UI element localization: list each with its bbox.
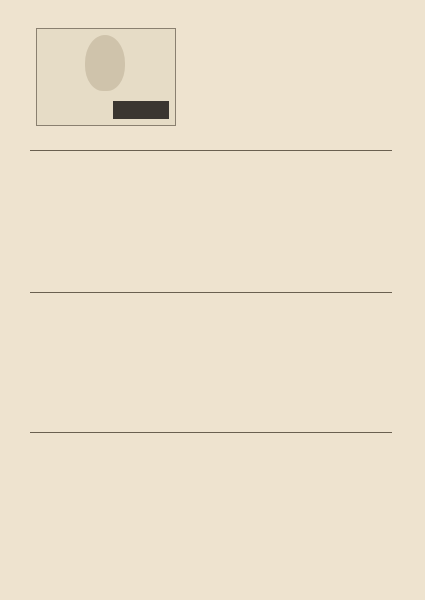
text-tier-3 — [30, 438, 392, 568]
advertisement — [36, 28, 176, 126]
illustration-woman — [85, 35, 125, 91]
ad-brand-label — [113, 101, 169, 119]
divider-rule — [30, 150, 392, 151]
text-tier-1 — [30, 156, 392, 286]
text-tier-2 — [30, 298, 392, 426]
credits-block — [186, 26, 382, 146]
divider-rule — [30, 432, 392, 433]
divider-rule — [30, 292, 392, 293]
